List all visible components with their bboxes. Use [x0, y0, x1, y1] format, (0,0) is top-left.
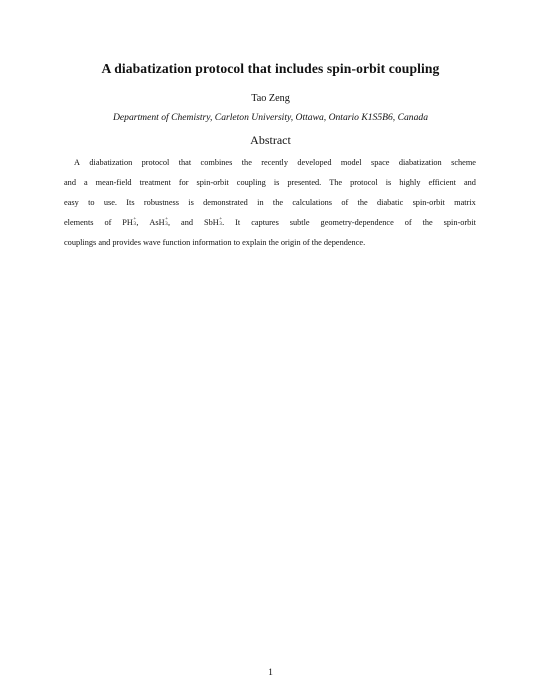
abstract-word: and: [181, 218, 194, 227]
formula-subscript: 3: [133, 221, 136, 228]
abstract-word: is: [273, 178, 280, 187]
abstract-word: of: [341, 198, 349, 207]
abstract-word: Its: [126, 198, 135, 207]
formula-punctuation: ,: [168, 218, 171, 227]
formula-subscript: 3: [219, 221, 222, 228]
abstract-word: a: [83, 178, 88, 187]
abstract-word: use.: [103, 198, 117, 207]
abstract-word: of: [104, 218, 112, 227]
paper-title: A diabatization protocol that includes spin-orbit coupling: [101, 61, 440, 76]
chemical-formula: [122, 213, 138, 233]
abstract-line: [64, 193, 476, 213]
abstract-word: protocol: [141, 158, 170, 167]
abstract-heading: Abstract: [250, 133, 291, 147]
abstract-word: geometry-dependence: [320, 218, 394, 227]
formula-base: PH: [122, 218, 133, 227]
abstract-word: captures: [251, 218, 279, 227]
page-number: 1: [268, 667, 273, 678]
abstract-word: presented.: [287, 178, 322, 187]
abstract-line-text: couplings and provides wave function information to explain the origin of the dependence.: [64, 238, 366, 247]
formula-superscript: +: [219, 215, 223, 222]
abstract-word: matrix: [454, 198, 476, 207]
abstract-word: for: [178, 178, 189, 187]
chemical-formula: [204, 213, 224, 233]
abstract-word: diabatic: [377, 198, 404, 207]
abstract-line-molecules: [64, 213, 476, 233]
formula-base: AsH: [149, 218, 165, 227]
abstract-word: is: [385, 178, 392, 187]
abstract-word: The: [329, 178, 343, 187]
formula-indices: [133, 215, 139, 228]
abstract-word: coupling: [236, 178, 266, 187]
abstract-word: combines: [200, 158, 233, 167]
abstract-word: the: [357, 198, 368, 207]
abstract-word: developed: [297, 158, 332, 167]
abstract-word: diabatization: [89, 158, 133, 167]
formula-indices: [165, 215, 171, 228]
abstract-word: and: [64, 178, 76, 187]
abstract-word: to: [88, 198, 95, 207]
abstract-line: [64, 153, 476, 173]
abstract-word: protocol: [350, 178, 378, 187]
abstract-word: It: [235, 218, 241, 227]
formula-superscript: +: [165, 215, 169, 222]
formula-base: SbH: [203, 218, 219, 227]
abstract-word: diabatization: [398, 158, 442, 167]
author-name: Tao Zeng: [251, 93, 290, 104]
abstract-word: space: [371, 158, 390, 167]
abstract-word: demonstrated: [203, 198, 248, 207]
abstract-word: recently: [261, 158, 288, 167]
abstract-body: [64, 153, 476, 253]
abstract-word: in: [257, 198, 264, 207]
abstract-word: spin-orbit: [443, 218, 476, 227]
abstract-word: robustness: [143, 198, 179, 207]
abstract-word: calculations: [292, 198, 332, 207]
abstract-word: that: [178, 158, 192, 167]
author-affiliation: Department of Chemistry, Carleton University, Ottawa, Ontario K1S5B6, Canada: [113, 112, 428, 123]
abstract-word: and: [463, 178, 476, 187]
chemical-formula: [149, 213, 170, 233]
abstract-word: spin-orbit: [196, 178, 229, 187]
abstract-word: the: [272, 198, 284, 207]
formula-subscript: 3: [165, 221, 168, 228]
abstract-word: treatment: [139, 178, 171, 187]
abstract-word: scheme: [451, 158, 476, 167]
abstract-word: the: [422, 218, 433, 227]
abstract-word: of: [404, 218, 412, 227]
abstract-word: spin-orbit: [412, 198, 445, 207]
abstract-word: mean-field: [95, 178, 132, 187]
abstract-word: model: [340, 158, 362, 167]
abstract-word: A: [74, 158, 80, 167]
abstract-line: [64, 173, 476, 193]
abstract-word: the: [241, 158, 252, 167]
abstract-word: efficient: [428, 178, 456, 187]
formula-punctuation: .: [222, 218, 225, 227]
abstract-word: is: [188, 198, 194, 207]
abstract-line: [64, 233, 476, 253]
abstract-word: easy: [64, 198, 79, 207]
formula-indices: [219, 215, 225, 228]
formula-punctuation: ,: [136, 218, 139, 227]
abstract-word: subtle: [289, 218, 310, 227]
abstract-word: elements: [64, 218, 94, 227]
abstract-word: highly: [399, 178, 421, 187]
formula-superscript: +: [133, 215, 137, 222]
